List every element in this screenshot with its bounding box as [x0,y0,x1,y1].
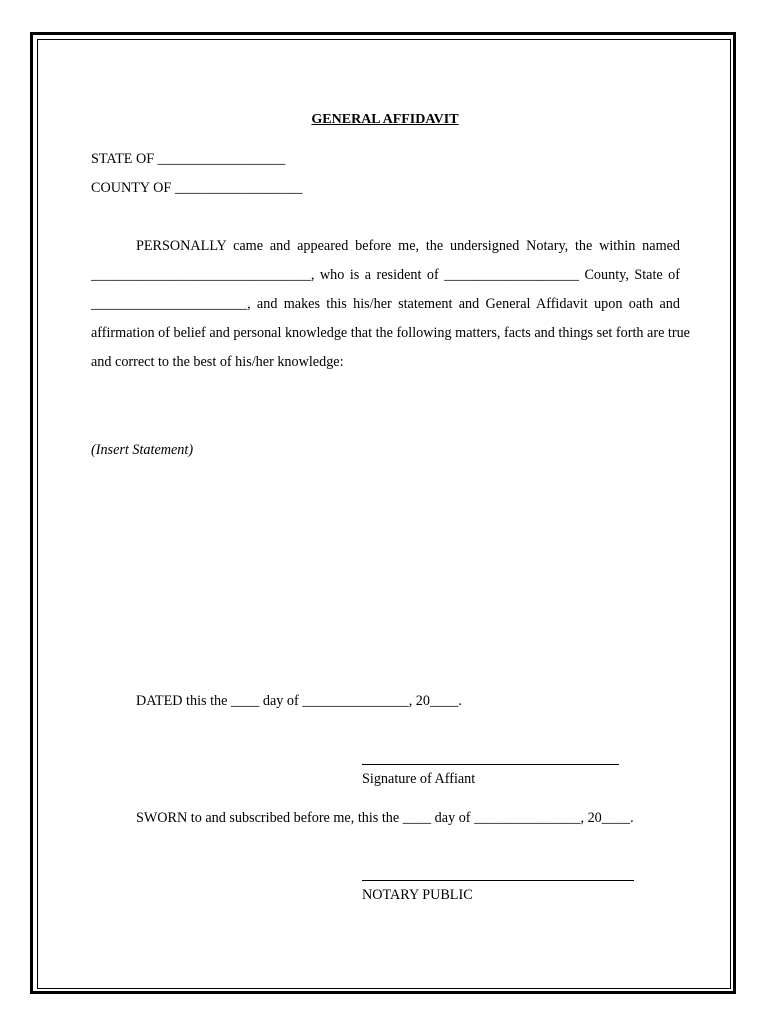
document-title: GENERAL AFFIDAVIT [311,112,459,127]
notary-public-label: NOTARY PUBLIC [362,887,473,903]
insert-statement-placeholder: (Insert Statement) [91,442,194,458]
sworn-line: SWORN to and subscribed before me, this the ____ day of _______________, 20____. [136,810,634,826]
signature-of-affiant-label: Signature of Affiant [362,771,476,787]
paragraph-line-1: PERSONALLY came and appeared before me, the undersigned Notary, the within named [136,238,680,254]
county-of-line: COUNTY OF __________________ [91,180,303,196]
paragraph-line-3: ______________________, and makes this his/her statement and General Affidavit upon oath and [91,296,680,312]
dated-line: DATED this the ____ day of _______________, 20____. [136,693,462,709]
paragraph-line-5: and correct to the best of his/her knowledge: [91,354,344,370]
affiant-signature-line [362,764,619,765]
paragraph-line-4: affirmation of belief and personal knowledge that the following matters, facts and things set forth are true [91,325,690,341]
paragraph-line-2: _______________________________, who is a resident of ___________________ County, State of [91,267,680,283]
notary-signature-line [362,880,634,881]
state-of-line: STATE OF __________________ [91,151,286,167]
